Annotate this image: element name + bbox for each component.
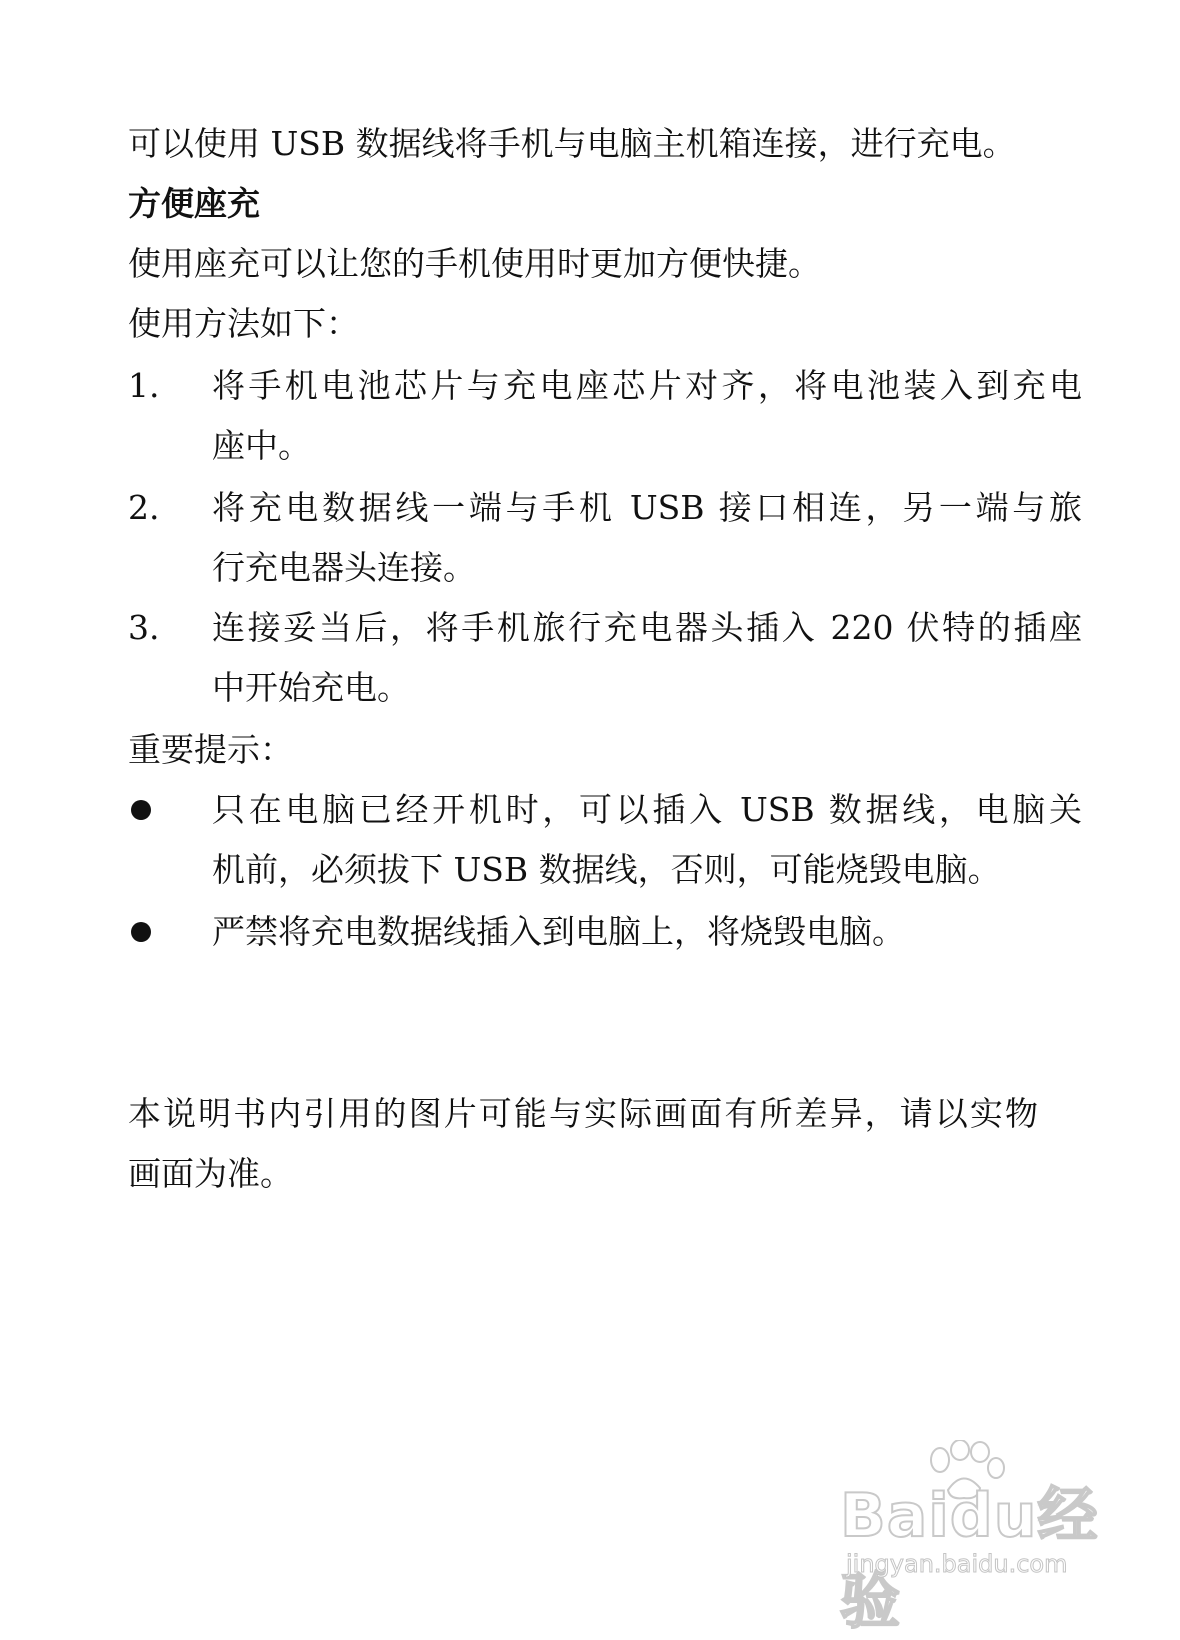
watermark-url: jingyan.baidu.com (846, 1550, 1068, 1578)
step-number: 1. (128, 366, 160, 405)
section-heading: 方便座充 (128, 184, 260, 223)
baidu-watermark (840, 1440, 1140, 1637)
intro-text: 可以使用 USB 数据线将手机与电脑主机箱连接，进行充电。 (128, 124, 1016, 163)
step-text: 将手机电池芯片与充电座芯片对齐，将电池装入到充电 (212, 366, 1082, 405)
description-text: 使用座充可以让您的手机使用时更加方便快捷。 (128, 244, 821, 283)
disclaimer-text: 本说明书内引用的图片可能与实际画面有所差异，请以实物 (128, 1094, 1038, 1133)
tip-text-continued: 机前，必须拔下 USB 数据线，否则，可能烧毁电脑。 (212, 850, 1001, 889)
disclaimer-text-continued: 画面为准。 (128, 1154, 293, 1193)
step-text-continued: 行充电器头连接。 (212, 548, 476, 587)
bullet-icon (131, 800, 151, 820)
tip-text: 严禁将充电数据线插入到电脑上，将烧毁电脑。 (212, 912, 905, 951)
bullet-icon (131, 922, 151, 942)
step-text: 连接妥当后，将手机旅行充电器头插入 220 伏特的插座 (212, 608, 1082, 647)
tips-label: 重要提示： (128, 730, 293, 769)
watermark-logo-text: Baidu经验 (840, 1481, 1099, 1637)
step-text-continued: 座中。 (212, 426, 311, 465)
method-label: 使用方法如下： (128, 304, 359, 343)
step-text: 将充电数据线一端与手机 USB 接口相连，另一端与旅 (212, 488, 1082, 527)
step-number: 3. (128, 608, 160, 647)
step-text-continued: 中开始充电。 (212, 668, 410, 707)
step-number: 2. (128, 488, 160, 527)
tip-text: 只在电脑已经开机时，可以插入 USB 数据线，电脑关 (212, 790, 1082, 829)
